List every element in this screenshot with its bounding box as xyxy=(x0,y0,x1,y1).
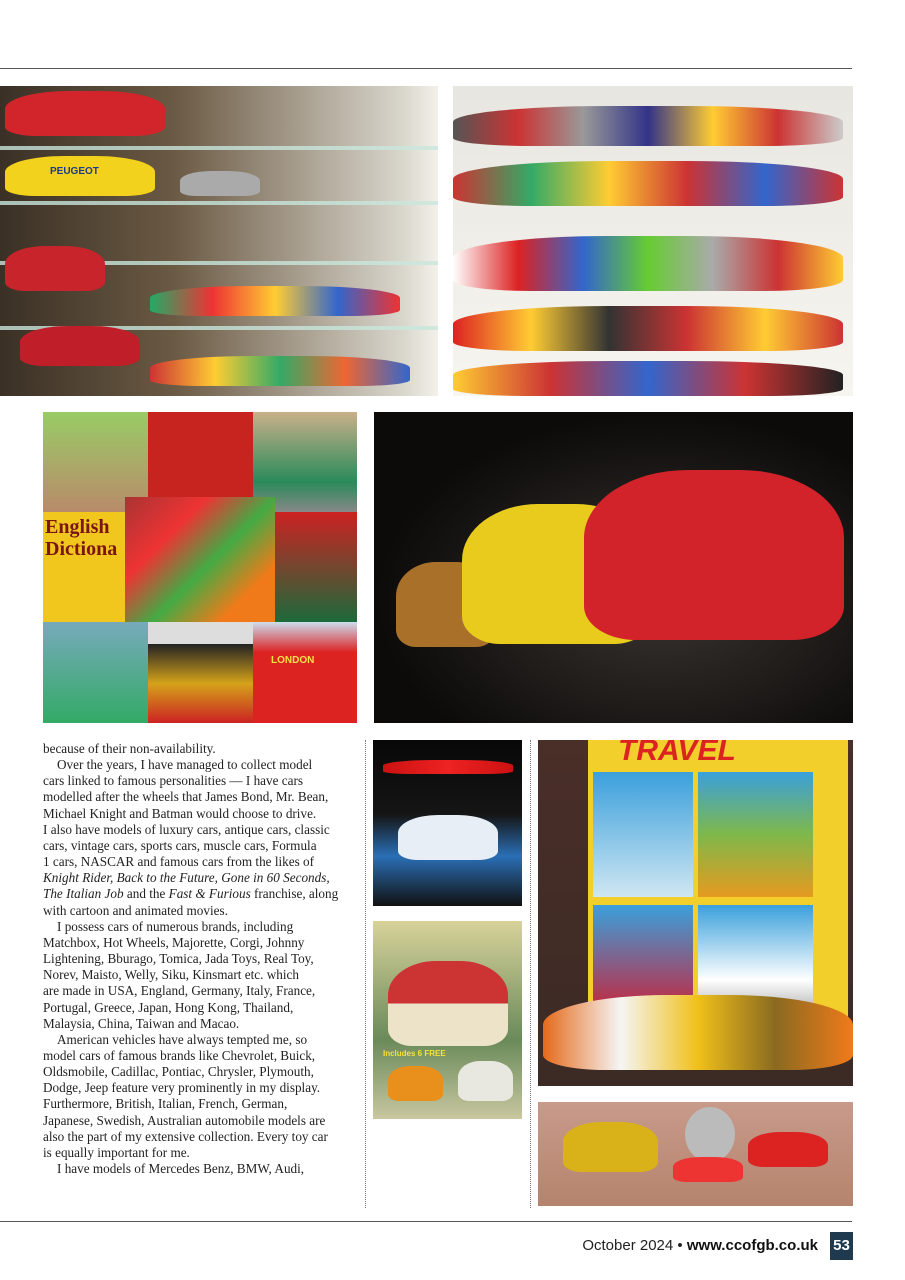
paragraph-line: I also have models of luxury cars, antique cars, classic xyxy=(43,821,330,837)
paragraph-line: American vehicles have always tempted me, so xyxy=(57,1031,308,1047)
paragraph-line: with cartoon and animated movies. xyxy=(43,902,228,918)
photo-hummer-coin xyxy=(538,1102,853,1206)
issue-date: October 2024 xyxy=(582,1237,674,1254)
dictionary-text: Dictiona xyxy=(45,538,118,560)
photo-display-cabinet-right xyxy=(453,86,853,396)
paragraph-line: Furthermore, British, Italian, French, German, xyxy=(43,1096,288,1112)
paragraph-line: 1 cars, NASCAR and famous cars from the likes of xyxy=(43,854,315,870)
text: franchise, along xyxy=(250,886,339,902)
paragraph-line: cars, vintage cars, sports cars, muscle cars, Formula xyxy=(43,837,317,853)
column-divider xyxy=(365,740,366,1208)
paragraph-line: Portugal, Greece, Japan, Hong Kong, Thailand, xyxy=(43,999,294,1015)
italic-title: Fast & Furious xyxy=(168,886,251,902)
paragraph-line: Michael Knight and Batman would choose to drive. xyxy=(43,805,317,821)
column-divider xyxy=(530,740,531,1208)
paragraph-line: model cars of famous brands like Chevrolet, Buick, xyxy=(43,1047,316,1063)
includes-text: Includes 6 FREE xyxy=(383,1049,446,1058)
photo-vw-beetles xyxy=(374,412,853,723)
top-rule xyxy=(0,68,852,69)
paragraph-line: are made in USA, England, Germany, Italy, France, xyxy=(43,983,316,999)
english-text: English xyxy=(45,516,110,538)
photo-display-cabinet-left xyxy=(0,86,438,396)
photo-vw-camper-book xyxy=(373,921,522,1119)
paragraph-line: Over the years, I have managed to collect model xyxy=(57,757,313,773)
paragraph-line: also the part of my extensive collection. Every toy car xyxy=(43,1128,328,1144)
paragraph-line: I have models of Mercedes Benz, BMW, Audi, xyxy=(57,1161,305,1177)
italic-title: The Italian Job xyxy=(43,886,124,902)
photo-race-cars xyxy=(373,740,522,906)
paragraph-line xyxy=(43,870,363,886)
paragraph-line xyxy=(43,886,363,902)
paragraph-line: Matchbox, Hot Wheels, Majorette, Corgi, Johnny xyxy=(43,934,305,950)
paragraph-line: Dodge, Jeep feature very prominently in my display. xyxy=(43,1080,321,1096)
website-link[interactable]: www.ccofgb.co.uk xyxy=(686,1237,818,1254)
bottom-rule xyxy=(0,1221,852,1222)
london-text: LONDON xyxy=(271,655,315,666)
paragraph-line: I possess cars of numerous brands, including xyxy=(57,918,294,934)
travel-text: TRAVEL xyxy=(618,740,736,767)
paragraph-line: Oldsmobile, Cadillac, Pontiac, Chrysler, Plymouth, xyxy=(43,1064,314,1080)
paragraph-line: Lightening, Bburago, Tomica, Jada Toys, Real Toy, xyxy=(43,951,314,967)
paragraph-line: because of their non-availability. xyxy=(43,741,216,756)
photo-collage xyxy=(43,412,357,723)
paragraph-line: Japanese, Swedish, Australian automobile models are xyxy=(43,1112,326,1128)
photo-travel-book xyxy=(538,740,853,1086)
paragraph-line: Malaysia, China, Taiwan and Macao. xyxy=(43,1015,240,1031)
bullet: • xyxy=(677,1237,683,1254)
text: and the xyxy=(123,886,169,902)
paragraph-line: Norev, Maisto, Welly, Siku, Kinsmart etc. which xyxy=(43,967,299,983)
paragraph-line: cars linked to famous personalities — I have cars xyxy=(43,773,304,789)
paragraph-line: is equally important for me. xyxy=(43,1144,190,1160)
peugeot-text: PEUGEOT xyxy=(50,166,99,177)
footer xyxy=(582,1237,818,1254)
page-number: 53 xyxy=(830,1232,853,1260)
italic-titles: Knight Rider, Back to the Future, Gone in 60 Seconds, xyxy=(43,870,330,886)
paragraph-line: modelled after the wheels that James Bond, Mr. Bean, xyxy=(43,789,329,805)
article-body xyxy=(43,741,363,1177)
